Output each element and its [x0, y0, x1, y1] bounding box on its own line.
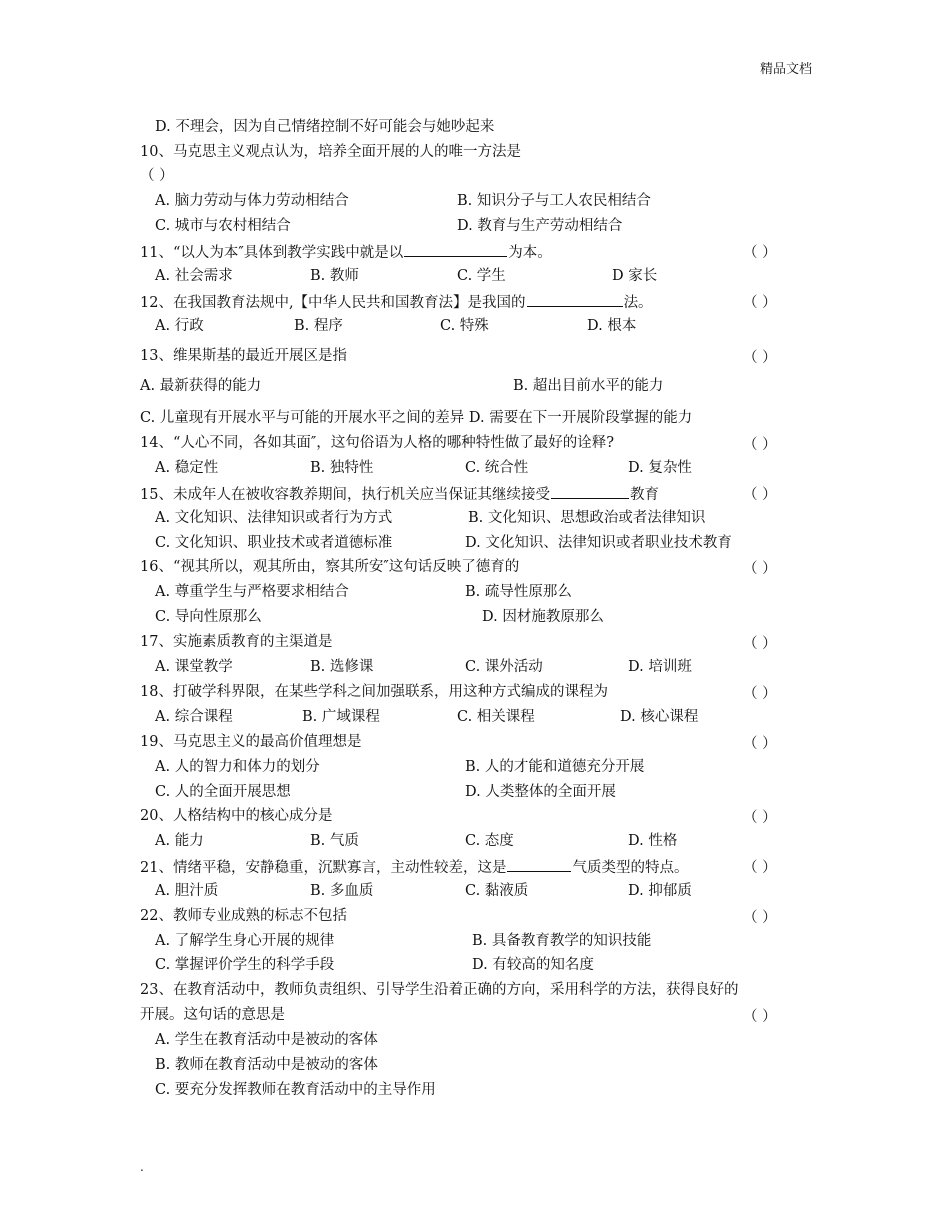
- option-b: B. 选修课: [310, 659, 374, 675]
- option-d: D. 人类整体的全面开展: [465, 784, 616, 800]
- answer-paren: （ ）: [743, 295, 777, 311]
- option-b: B. 独特性: [310, 460, 374, 476]
- option-c: C. 统合性: [465, 460, 529, 476]
- question-22: 22、教师专业成熟的标志不包括: [140, 908, 347, 924]
- option-a: A. 文化知识、法律知识或者行为方式: [155, 510, 393, 526]
- option-a: A. 行政: [155, 318, 204, 334]
- option-b: B. 教师: [310, 268, 359, 284]
- option-b: B. 广域课程: [302, 709, 380, 725]
- option-d: D. 培训班: [628, 659, 692, 675]
- option-c: C. 文化知识、职业技术或者道德标准: [155, 535, 393, 551]
- option-c: C. 要充分发挥教师在教育活动中的主导作用: [155, 1082, 436, 1098]
- option-d: D. 文化知识、法律知识或者职业技术教育: [465, 535, 732, 551]
- question-16: 16、“视其所以，观其所由，察其所安″这句话反映了德育的: [140, 559, 520, 575]
- option-a: A. 人的智力和体力的划分: [155, 759, 320, 775]
- question-text-end: 为本。: [508, 245, 552, 261]
- answer-paren: （ ）: [743, 487, 777, 503]
- question-14: 14、“人心不同，各如其面″，这句俗语为人格的哪种特性做了最好的诠释?: [140, 435, 615, 451]
- option-d: D. 复杂性: [628, 460, 692, 476]
- answer-paren: （ ）: [743, 636, 777, 652]
- option-b: B. 具备教育教学的知识技能: [472, 933, 652, 949]
- answer-paren: （ ）: [743, 350, 777, 366]
- question-15: [140, 483, 659, 505]
- option-b: B. 多血质: [310, 883, 374, 899]
- option-b: B. 人的才能和道德充分开展: [465, 759, 645, 775]
- option-c: C. 城市与农村相结合: [155, 218, 291, 234]
- option-d: D. 根本: [587, 318, 637, 334]
- fill-blank: [404, 241, 507, 257]
- question-11: [140, 241, 552, 263]
- option-a: A. 能力: [155, 833, 204, 849]
- question-19: 19、马克思主义的最高价值理想是: [140, 734, 362, 750]
- answer-paren: （ ）: [743, 245, 777, 261]
- option-c: C. 人的全面开展思想: [155, 784, 291, 800]
- option-b: B. 程序: [294, 318, 343, 334]
- option-a: A. 最新获得的能力: [140, 378, 262, 394]
- question-text: 15、未成年人在被收容教养期间，执行机关应当保证其继续接受: [140, 487, 550, 503]
- option-c: C. 课外活动: [465, 659, 543, 675]
- option-c: C. 特殊: [440, 318, 489, 334]
- option-a: A. 胆汁质: [155, 883, 219, 899]
- question-text: 21、情绪平稳，安静稳重，沉默寡言，主动性较差，这是: [140, 860, 507, 876]
- option-d: D. 教育与生产劳动相结合: [457, 218, 623, 234]
- option-c: C. 黏液质: [465, 883, 529, 899]
- question-13: 13、维果斯基的最近开展区是指: [140, 348, 347, 364]
- option-a: A. 社会需求: [155, 268, 233, 284]
- answer-paren: （ ）: [743, 810, 777, 826]
- answer-paren: （ ）: [743, 860, 777, 876]
- option-b: B. 疏导性原那么: [465, 584, 572, 600]
- option-b: B. 气质: [310, 833, 359, 849]
- fill-blank: [507, 856, 571, 872]
- option-a: A. 综合课程: [155, 709, 233, 725]
- question-text-end: 法。: [623, 295, 653, 311]
- option-c: C. 掌握评价学生的科学手段: [155, 957, 335, 973]
- option-d: D. 抑郁质: [628, 883, 692, 899]
- option-d-q9: D. 不理会，因为自己情绪控制不好可能会与她吵起来: [155, 119, 495, 135]
- option-d: D. 性格: [628, 833, 678, 849]
- option-b: B. 文化知识、思想政治或者法律知识: [468, 510, 706, 526]
- option-d: D. 有较高的知名度: [472, 957, 594, 973]
- option-c-d: C. 儿童现有开展水平与可能的开展水平之间的差异 D. 需要在下一开展阶段掌握的能力: [140, 410, 693, 426]
- question-23: 23、在教育活动中，教师负责组织、引导学生沿着正确的方向，采用科学的方法，获得良好的: [140, 982, 739, 998]
- option-a: A. 学生在教育活动中是被动的客体: [155, 1032, 378, 1048]
- option-a: A. 了解学生身心开展的规律: [155, 933, 335, 949]
- page-header: 精品文档: [759, 62, 812, 77]
- option-c: C. 相关课程: [457, 709, 535, 725]
- option-d: D. 核心课程: [620, 709, 699, 725]
- question-20: 20、人格结构中的核心成分是: [140, 808, 333, 824]
- question-text-end: 气质类型的特点。: [572, 860, 689, 876]
- answer-paren: （ ）: [743, 686, 777, 702]
- fill-blank: [527, 291, 623, 307]
- question-12: [140, 291, 653, 313]
- option-a: A. 稳定性: [155, 460, 219, 476]
- option-b: B. 超出目前水平的能力: [513, 378, 664, 394]
- option-a: A. 课堂教学: [155, 659, 233, 675]
- answer-paren: （ ）: [743, 561, 777, 577]
- question-17: 17、实施素质教育的主渠道是: [140, 634, 333, 650]
- option-c: C. 学生: [457, 268, 506, 284]
- option-b: B. 教师在教育活动中是被动的客体: [155, 1057, 378, 1073]
- question-10: 10、马克思主义观点认为，培养全面开展的人的唯一方法是: [140, 144, 521, 160]
- answer-paren: （ ）: [140, 168, 174, 184]
- option-a: A. 尊重学生与严格要求相结合: [155, 584, 349, 600]
- option-d: D 家长: [612, 268, 658, 284]
- question-23-cont: 开展。这句话的意思是: [140, 1007, 285, 1023]
- option-d: D. 因材施教原那么: [482, 609, 604, 625]
- answer-paren: （ ）: [743, 1009, 777, 1025]
- question-18: 18、打破学科界限，在某些学科之间加强联系，用这种方式编成的课程为: [140, 684, 608, 700]
- question-text: 11、“以人为本″具体到教学实践中就是以: [140, 245, 404, 261]
- question-21: [140, 856, 688, 878]
- page-footer: .: [140, 1160, 144, 1174]
- question-text-end: 教育: [629, 487, 659, 503]
- answer-paren: （ ）: [743, 910, 777, 926]
- question-text: 12、在我国教育法规中,【中华人民共和国教育法】是我国的: [140, 295, 526, 311]
- option-a: A. 脑力劳动与体力劳动相结合: [155, 193, 349, 209]
- fill-blank: [551, 483, 629, 499]
- option-c: C. 导向性原那么: [155, 609, 262, 625]
- option-c: C. 态度: [465, 833, 514, 849]
- answer-paren: （ ）: [743, 736, 777, 752]
- answer-paren: （ ）: [743, 437, 777, 453]
- option-b: B. 知识分子与工人农民相结合: [457, 193, 651, 209]
